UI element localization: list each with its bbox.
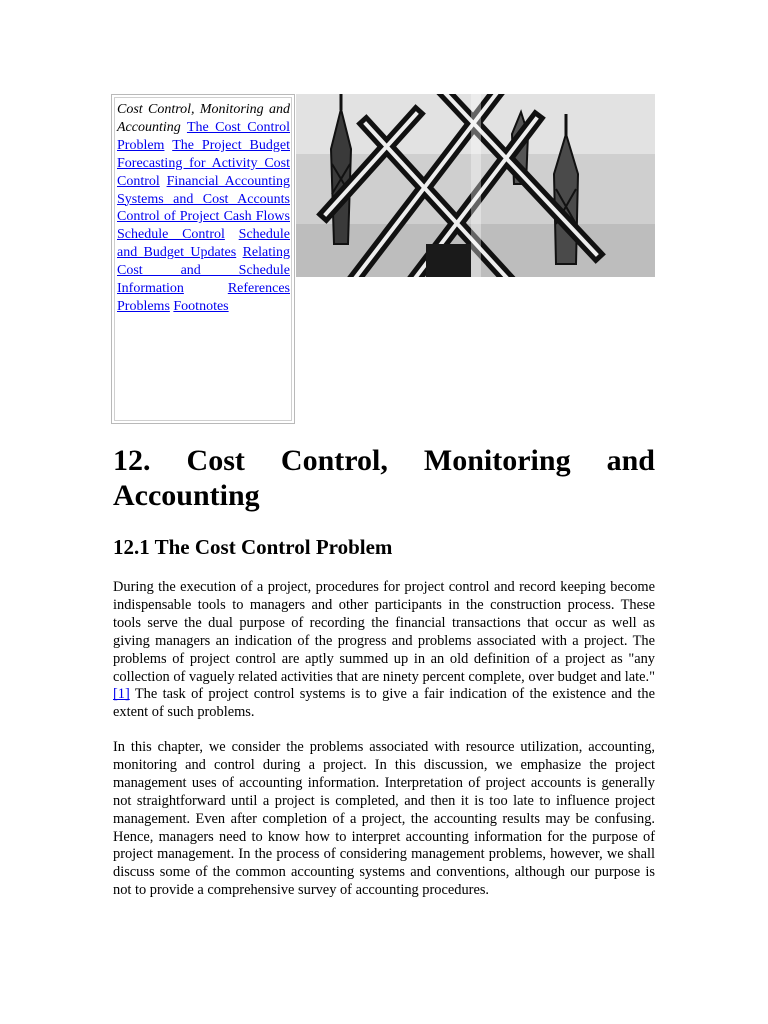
toc-link-financial-accounting[interactable]: Financial Accounting Systems and Cost Accounts (117, 173, 290, 207)
toc-link-problems[interactable]: Problems (117, 298, 170, 314)
steel-frame-illustration (296, 94, 655, 277)
footnote-link-1[interactable]: [1] (113, 686, 130, 703)
chapter-title: 12. Cost Control, Monitoring and Accounting (113, 444, 655, 512)
toc-link-forecasting[interactable]: Forecasting for Activity Cost Control (117, 155, 290, 189)
toc-link-references[interactable]: References (227, 281, 290, 297)
toc-link-schedule-control[interactable]: Schedule Control (117, 227, 225, 243)
toc-link-schedule-budget-updates[interactable]: Schedule and Budget Updates (117, 227, 290, 261)
table-of-contents (111, 94, 295, 424)
section-title: 12.1 The Cost Control Problem (113, 535, 393, 559)
toc-link-footnotes[interactable]: Footnotes (173, 298, 229, 314)
toc-title: Cost Control, Monitoring and Accounting (117, 102, 290, 135)
steel-frame-construction-photo (296, 94, 655, 277)
paragraph-2: In this chapter, we consider the problems associated with resource utilization, accounting, monitoring and control during a project. In this discussion, we emphasize the project management uses of accounting information. Interpretation of project accounts is generally not straightforward until a project is completed, and then it is too late to influence project management. Even after completion of a project, the accounting results may be confusing. Hence, managers need to know how to interpret accounting information for the purpose of project management. In the process of considering management problems, however, we shall discuss some of the common accounting systems and conventions, although our purpose is not to provide a comprehensive survey of accounting procedures. (113, 739, 655, 899)
toc-link-cost-control-problem[interactable]: The Cost Control Problem (117, 119, 290, 153)
toc-inner (114, 97, 292, 421)
toc-link-relating-cost-schedule[interactable]: Relating Cost and Schedule Information (117, 245, 290, 297)
toc-link-project-budget[interactable]: The Project Budget (172, 137, 290, 153)
toc-link-cash-flows[interactable]: Control of Project Cash Flows (117, 209, 290, 225)
paragraph-1 (113, 579, 655, 722)
paragraph-1-text: During the execution of a project, procedures for project control and record keeping become indispensable tools to managers and other participants in the construction process. These tools serve the dual purpose of recording the financial transactions that occur as well as giving managers an indication of the progress and problems associated with a project. The problems of project control are aptly summed up in an old definition of a project as "any collection of vaguely related activities that are ninety percent complete, over budget and late." (113, 579, 655, 685)
paragraph-1-text-continued: The task of project control systems is to give a fair indication of the existence and the extent of such problems. (113, 686, 655, 721)
